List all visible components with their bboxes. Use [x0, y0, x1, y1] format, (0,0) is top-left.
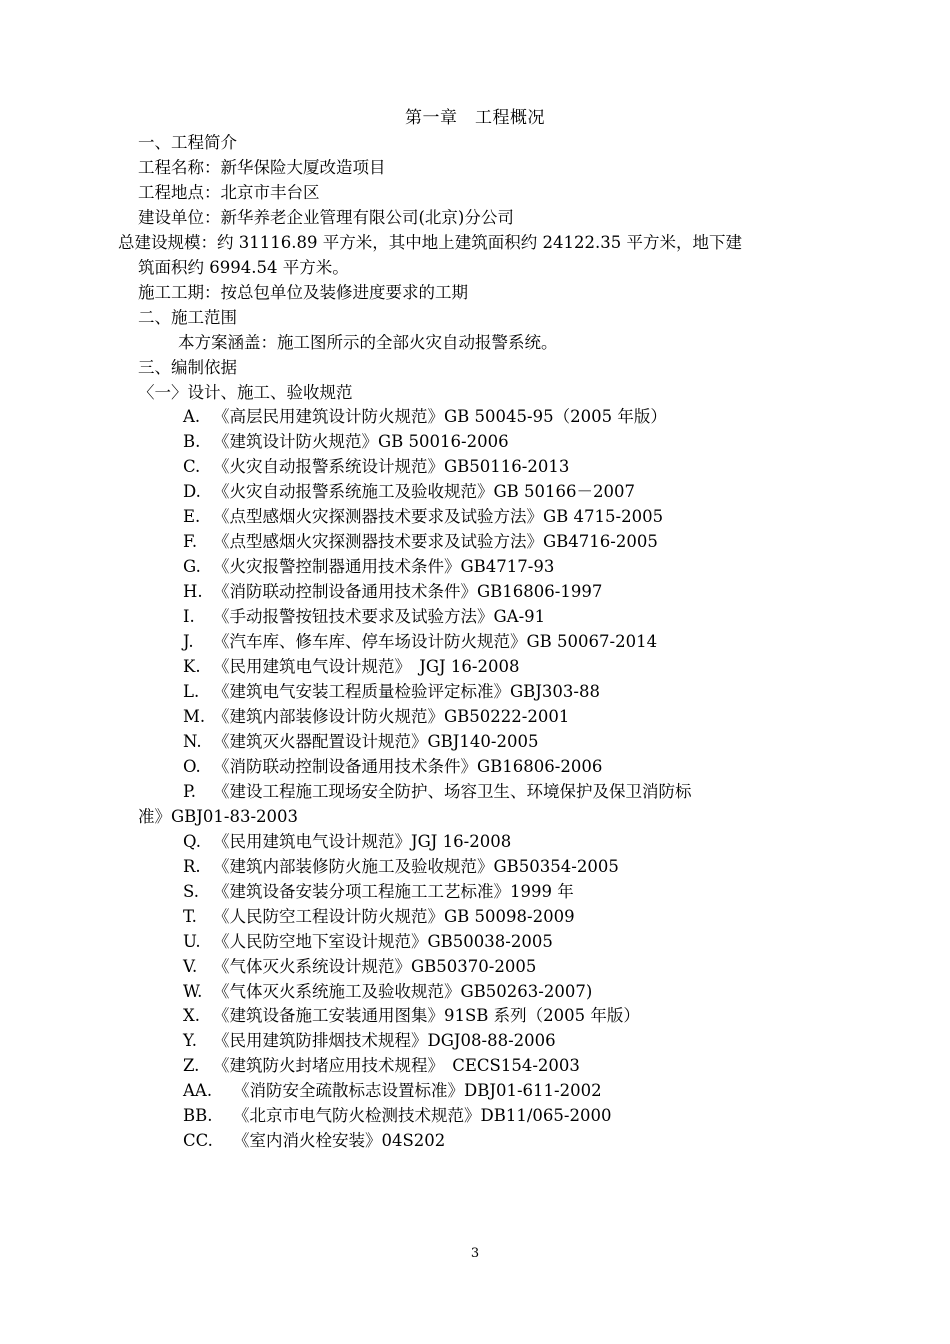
basis-subheading: 〈一〉设计、施工、验收规范 [138, 383, 353, 402]
list-item: A. 《高层民用建筑设计防火规范》GB 50045-95（2005 年版） [183, 407, 667, 426]
list-item-p-line1: P. 《建设工程施工现场安全防护、场容卫生、环境保护及保卫消防标 [183, 782, 692, 801]
list-item: CC. 《室内消火栓安装》04S202 [183, 1131, 446, 1150]
list-item-p-line2: 准》GBJ01-83-2003 [138, 807, 299, 826]
project-builder: 建设单位：新华养老企业管理有限公司(北京)分公司 [138, 208, 514, 227]
project-period: 施工工期：按总包单位及装修进度要求的工期 [138, 283, 468, 302]
list-item: W. 《气体灭火系统施工及验收规范》GB50263-2007) [183, 982, 593, 1001]
project-name: 工程名称：新华保险大厦改造项目 [138, 158, 386, 177]
list-item: L. 《建筑电气安装工程质量检验评定标准》GBJ303-88 [183, 682, 600, 701]
list-item: AA. 《消防安全疏散标志设置标准》DBJ01-611-2002 [183, 1081, 602, 1100]
list-item: G. 《火灾报警控制器通用技术条件》GB4717-93 [183, 557, 555, 576]
scope-text: 本方案涵盖：施工图所示的全部火灾自动报警系统。 [178, 333, 558, 352]
list-item: S. 《建筑设备安装分项工程施工工艺标准》1999 年 [183, 882, 574, 901]
project-location: 工程地点：北京市丰台区 [138, 183, 320, 202]
chapter-title: 第一章 工程概况 [405, 108, 545, 128]
list-item: Z. 《建筑防火封堵应用技术规程》 CECS154-2003 [183, 1056, 580, 1075]
list-item: R. 《建筑内部装修防火施工及验收规范》GB50354-2005 [183, 857, 619, 876]
list-item: Q. 《民用建筑电气设计规范》JGJ 16-2008 [183, 832, 512, 851]
list-item: F. 《点型感烟火灾探测器技术要求及试验方法》GB4716-2005 [183, 532, 658, 551]
project-scale-line1: 总建设规模：约 31116.89 平方米，其中地上建筑面积约 24122.35 平方米，地下建 [118, 233, 742, 252]
section-heading-overview: 一、工程简介 [138, 133, 237, 152]
list-item: V. 《气体灭火系统设计规范》GB50370-2005 [183, 957, 537, 976]
list-item: E. 《点型感烟火灾探测器技术要求及试验方法》GB 4715-2005 [183, 507, 664, 526]
list-item: M. 《建筑内部装修设计防火规范》GB50222-2001 [183, 707, 570, 726]
list-item: D. 《火灾自动报警系统施工及验收规范》GB 50166－2007 [183, 482, 636, 501]
list-item: I. 《手动报警按钮技术要求及试验方法》GA-91 [183, 607, 546, 626]
project-scale-line2: 筑面积约 6994.54 平方米。 [138, 258, 349, 277]
list-item: O. 《消防联动控制设备通用技术条件》GB16806-2006 [183, 757, 603, 776]
list-item: T. 《人民防空工程设计防火规范》GB 50098-2009 [183, 907, 575, 926]
list-item: BB. 《北京市电气防火检测技术规范》DB11/065-2000 [183, 1106, 612, 1125]
list-item: N. 《建筑灭火器配置设计规范》GBJ140-2005 [183, 732, 539, 751]
section-heading-basis: 三、编制依据 [138, 358, 237, 377]
list-item: X. 《建筑设备施工安装通用图集》91SB 系列（2005 年版） [183, 1006, 640, 1025]
list-item: Y. 《民用建筑防排烟技术规程》DGJ08-88-2006 [183, 1031, 556, 1050]
page-number: 3 [470, 1246, 480, 1261]
list-item: B. 《建筑设计防火规范》GB 50016-2006 [183, 432, 509, 451]
list-item: H. 《消防联动控制设备通用技术条件》GB16806-1997 [183, 582, 603, 601]
list-item: C. 《火灾自动报警系统设计规范》GB50116-2013 [183, 457, 570, 476]
list-item: K. 《民用建筑电气设计规范》 JGJ 16-2008 [183, 657, 520, 676]
list-item: U. 《人民防空地下室设计规范》GB50038-2005 [183, 932, 553, 951]
section-heading-scope: 二、施工范围 [138, 308, 237, 327]
list-item: J. 《汽车库、修车库、停车场设计防火规范》GB 50067-2014 [183, 632, 658, 651]
